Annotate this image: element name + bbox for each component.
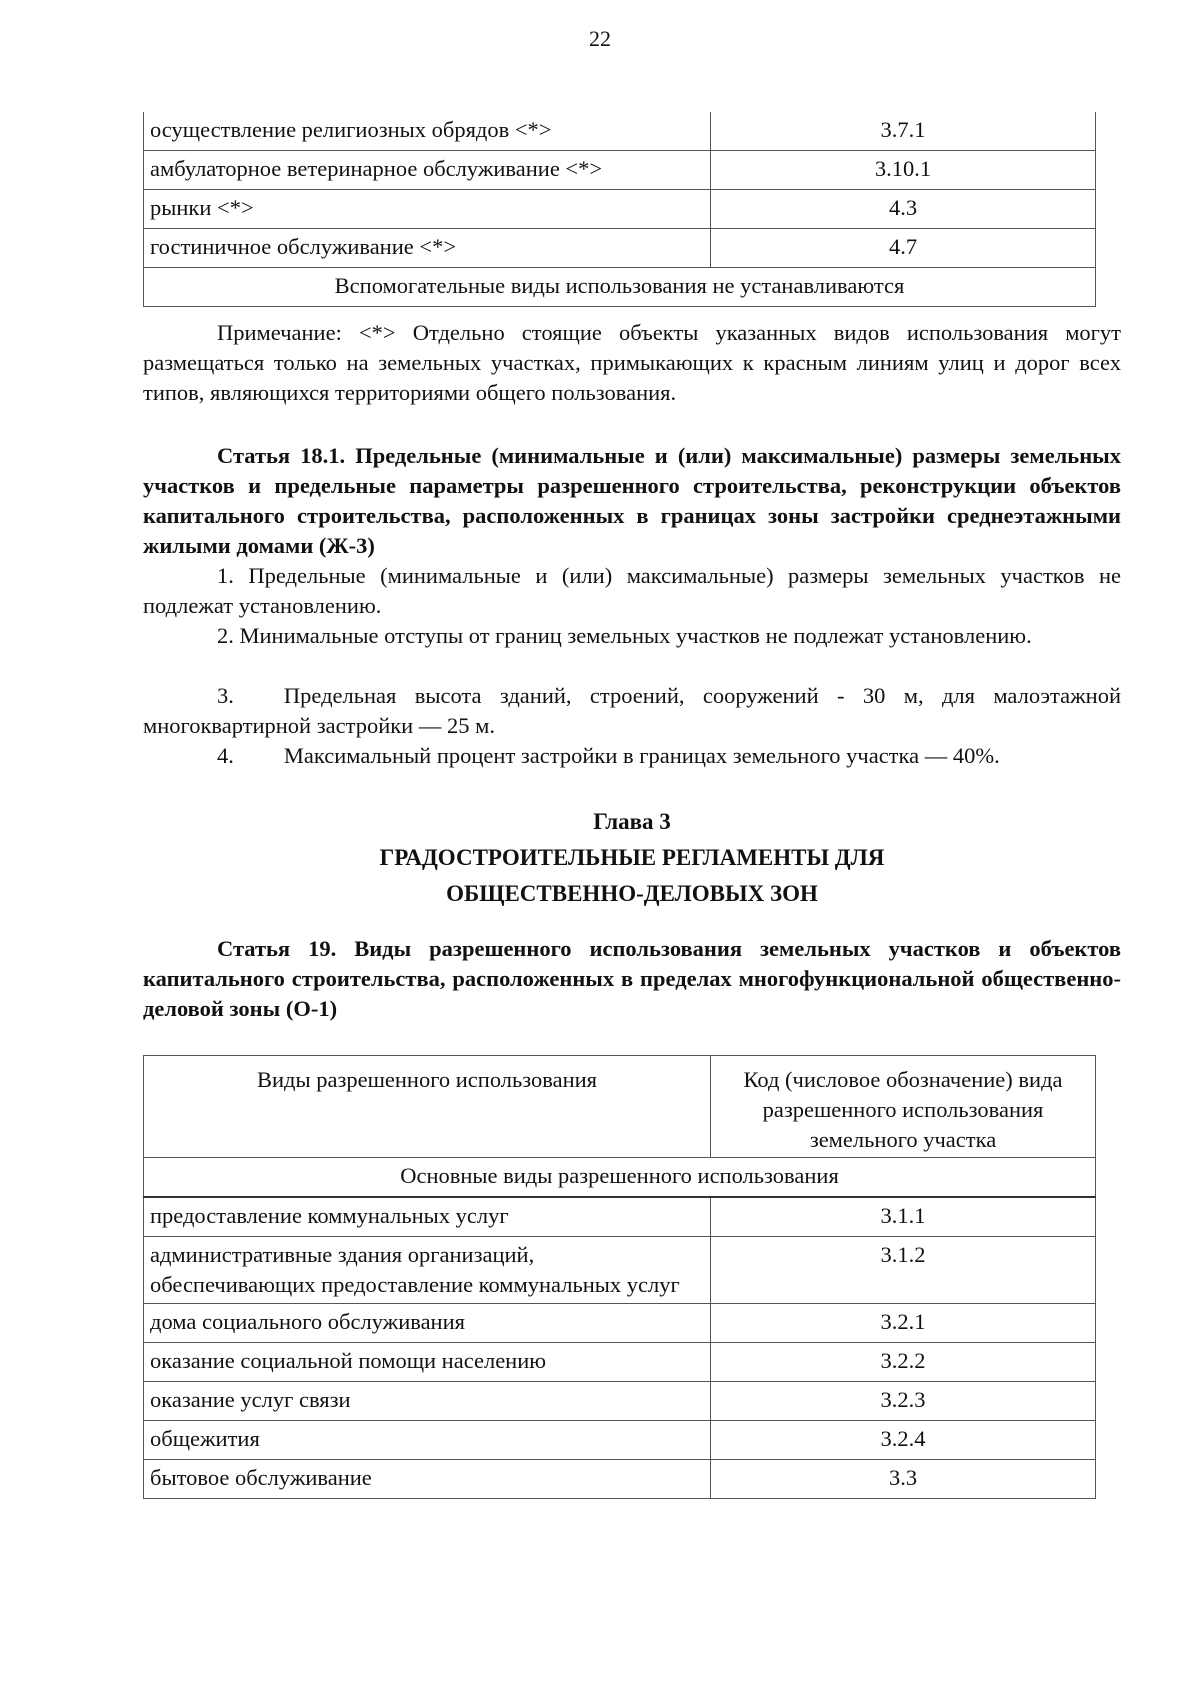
item-text: Предельная высота зданий, строений, сооружений - 30 м, для малоэтажной многоквартирной застройки — 25 м. [143, 683, 1121, 738]
chapter-label: Глава 3 [593, 809, 671, 834]
use-name-cell: оказание услуг связи [144, 1382, 711, 1421]
use-name-cell: осуществление религиозных обрядов <*> [144, 112, 711, 151]
use-name-cell: гостиничное обслуживание <*> [144, 229, 711, 268]
use-code-cell: 4.3 [711, 190, 1096, 229]
item-number: 3. [217, 683, 234, 708]
use-code-cell: 3.1.1 [711, 1197, 1096, 1237]
use-code-cell: 4.7 [711, 229, 1096, 268]
table-row [144, 190, 1096, 229]
use-code-cell: 3.2.1 [711, 1304, 1096, 1343]
use-code-cell: 3.2.4 [711, 1421, 1096, 1460]
item-text: Максимальный процент застройки в границах земельного участка — 40%. [283, 743, 1000, 768]
table-row [144, 1382, 1096, 1421]
use-code-cell: 3.1.2 [711, 1237, 1096, 1304]
article-18-1-item-3 [143, 681, 1121, 741]
page-number: 22 [589, 26, 611, 51]
header-use-code: Код (числовое обозначение) вида разрешенного использования земельного участка [711, 1056, 1096, 1158]
main-uses-section: Основные виды разрешенного использования [144, 1158, 1096, 1198]
table-row [144, 1421, 1096, 1460]
use-name-cell: амбулаторное ветеринарное обслуживание <*> [144, 151, 711, 190]
header-use-name: Виды разрешенного использования [144, 1056, 711, 1158]
item-number: 4. [217, 743, 234, 768]
article-19-title: Статья 19. Виды разрешенного использования земельных участков и объектов капитального строительства, расположенных в пределах многофункциональной общественно-деловой зоны (О-1) [143, 936, 1121, 1021]
use-name-cell: бытовое обслуживание [144, 1460, 711, 1499]
table-header-row [144, 1056, 1096, 1158]
chapter-title-line-2: ОБЩЕСТВЕННО-ДЕЛОВЫХ ЗОН [446, 881, 818, 906]
use-code-cell: 3.2.2 [711, 1343, 1096, 1382]
use-name-cell: общежития [144, 1421, 711, 1460]
article-18-1-title: Статья 18.1. Предельные (минимальные и (или) максимальные) размеры земельных участков и предельные параметры разрешенного строительства, реконструкции объектов капитального строительства, расположенных в границах зоны застройки среднеэтажными жилыми домами (Ж-3) [143, 443, 1121, 558]
table-row [144, 1343, 1096, 1382]
table-row [144, 112, 1096, 151]
table-row [144, 151, 1096, 190]
table-note: Примечание: <*> Отдельно стоящие объекты указанных видов использования могут размещаться только на земельных участках, примыкающих к красным линиям улиц и дорог всех типов, являющихся территориями общего пользования. [143, 320, 1121, 405]
use-name-cell: рынки <*> [144, 190, 711, 229]
use-code-cell: 3.7.1 [711, 112, 1096, 151]
use-code-cell: 3.3 [711, 1460, 1096, 1499]
use-name-cell: дома социального обслуживания [144, 1304, 711, 1343]
chapter-heading [143, 804, 1121, 912]
land-use-table-continuation [143, 112, 1096, 307]
article-18-1-item-4 [143, 741, 1121, 771]
table-row [144, 1237, 1096, 1304]
use-code-cell: 3.10.1 [711, 151, 1096, 190]
table-row [144, 1304, 1096, 1343]
table-row [144, 1197, 1096, 1237]
use-name-cell: административные здания организаций, обеспечивающих предоставление коммунальных услуг [144, 1237, 711, 1304]
article-18-1-item-2: 2. Минимальные отступы от границ земельных участков не подлежат установлению. [217, 623, 1032, 648]
land-use-table-o1 [143, 1055, 1096, 1499]
table-section-row [144, 1158, 1096, 1198]
article-18-1-item-1: 1. Предельные (минимальные и (или) максимальные) размеры земельных участков не подлежат установлению. [143, 563, 1121, 618]
use-name-cell: предоставление коммунальных услуг [144, 1197, 711, 1237]
use-name-cell: оказание социальной помощи населению [144, 1343, 711, 1382]
chapter-title-line-1: ГРАДОСТРОИТЕЛЬНЫЕ РЕГЛАМЕНТЫ ДЛЯ [379, 845, 885, 870]
use-code-cell: 3.2.3 [711, 1382, 1096, 1421]
auxiliary-uses-note: Вспомогательные виды использования не устанавливаются [144, 268, 1096, 307]
table-footer-row [144, 268, 1096, 307]
table-row [144, 229, 1096, 268]
table-row [144, 1460, 1096, 1499]
